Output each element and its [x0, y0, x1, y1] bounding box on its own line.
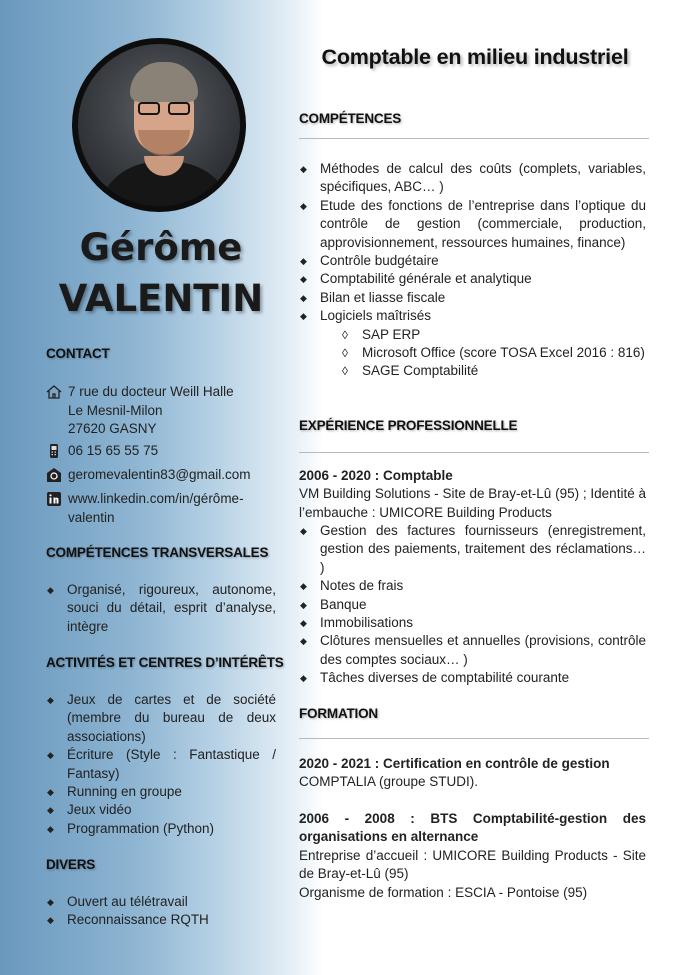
linkedin[interactable]: www.linkedin.com/in/gérôme- valentin	[46, 490, 244, 527]
misc-title: DIVERS	[46, 857, 96, 872]
transversal-skills-title: COMPÉTENCES TRANSVERSALES	[46, 545, 269, 560]
list-item: ◊ SAGE Comptabilité	[342, 362, 646, 380]
sidebar	[0, 0, 290, 975]
list-item: ◆ Jeux de cartes et de société (membre du bureau de deux associations)	[46, 691, 276, 746]
phone: 06 15 65 55 75	[46, 442, 158, 461]
list-item: ◆ Programmation (Python)	[46, 820, 276, 838]
list-item: ◆ Running en groupe	[46, 783, 276, 801]
list-item: ◆ Reconnaissance RQTH	[46, 911, 276, 929]
interests-title: ACTIVITÉS ET CENTRES D’INTÉRÊTS	[46, 655, 284, 670]
education-heading: 2006 - 2008 : BTS Comptabilité-gestion des organisations en alternance	[299, 811, 646, 845]
education-entry: 2020 - 2021 : Certification en contrôle de gestion COMPTALIA (groupe STUDI).	[299, 756, 610, 790]
list-item: ◆ Banque	[299, 596, 646, 614]
list-item: ◆ Etude des fonctions de l’entreprise dans l’optique du contrôle de gestion (commerciale, production, approvisionnement, ressources humaines, finance)	[299, 197, 646, 252]
education-heading: 2020 - 2021 : Certification en contrôle de gestion	[299, 756, 610, 771]
experience-title: EXPÉRIENCE PROFESSIONNELLE	[299, 418, 518, 433]
list-item: ◆ Jeux vidéo	[46, 801, 276, 819]
linkedin-icon	[46, 491, 62, 507]
list-item: ◆ Notes de frais	[299, 577, 646, 595]
job-title: Comptable en milieu industriel	[321, 45, 629, 69]
list-item: ◆ Écriture (Style : Fantastique / Fantasy)	[46, 746, 276, 783]
list-item: ◊ Microsoft Office (score TOSA Excel 2016 : 816)	[342, 344, 646, 362]
section-divider	[299, 138, 649, 139]
experience-tasks	[299, 522, 646, 688]
contact-title: CONTACT	[46, 346, 110, 361]
list-item: ◆ Clôtures mensuelles et annuelles (provisions, contrôle des comptes sociaux… )	[299, 632, 646, 669]
list-item: ◆ Contrôle budgétaire	[299, 252, 646, 270]
list-item: ◆ Logiciels maîtrisés ◊ SAP ERP ◊ Microsoft Office (score TOSA Excel 2016 : 816) ◊ SAGE Comptabilité	[299, 307, 646, 381]
list-item: ◊ SAP ERP	[342, 326, 646, 344]
experience-company: VM Building Solutions - Site de Bray-et-Lû (95) ; Identité à l’embauche : UMICORE Building Products	[299, 486, 646, 520]
list-item: ◆ Immobilisations	[299, 614, 646, 632]
education-title: FORMATION	[299, 706, 378, 721]
profile-photo	[72, 38, 246, 212]
list-item: ◆ Bilan et liasse fiscale	[299, 289, 646, 307]
list-item: ◆ Ouvert au télétravail	[46, 893, 276, 911]
first-name: Gérôme	[79, 226, 243, 269]
phone-icon	[46, 443, 62, 459]
experience-heading: 2006 - 2020 : Comptable	[299, 468, 453, 483]
interests-list	[46, 691, 276, 838]
list-item: ◆ Gestion des factures fournisseurs (enregistrement, gestion des paiements, traitement des réclamations… )	[299, 522, 646, 577]
last-name: VALENTIN	[58, 277, 264, 320]
misc-list	[46, 893, 276, 930]
list-item: ◆ Comptabilité générale et analytique	[299, 270, 646, 288]
section-divider	[299, 452, 649, 453]
list-item: ◆ Tâches diverses de comptabilité courante	[299, 669, 646, 687]
list-item: ◆ Méthodes de calcul des coûts (complets, variables, spécifiques, ABC… )	[299, 160, 646, 197]
home-icon	[46, 384, 62, 400]
email-icon	[46, 467, 62, 483]
email[interactable]: geromevalentin83@gmail.com	[46, 466, 251, 485]
experience-entry	[299, 467, 646, 522]
education-entry: 2006 - 2008 : BTS Comptabilité-gestion des organisations en alternance Entreprise d’accueil : UMICORE Building Products - Site de Bray-et-Lû (95) Organisme de formation : ESCIA - Pontoise (95)	[299, 811, 646, 900]
transversal-skills-list	[46, 581, 276, 636]
software-list	[342, 326, 646, 381]
skills-title: COMPÉTENCES	[299, 111, 402, 126]
list-item: ◆ Organisé, rigoureux, autonome, souci du détail, esprit d’analyse, intègre	[46, 581, 276, 636]
skills-list	[299, 160, 646, 381]
address: 7 rue du docteur Weill Halle Le Mesnil-Milon 27620 GASNY	[46, 383, 234, 439]
section-divider	[299, 738, 649, 739]
